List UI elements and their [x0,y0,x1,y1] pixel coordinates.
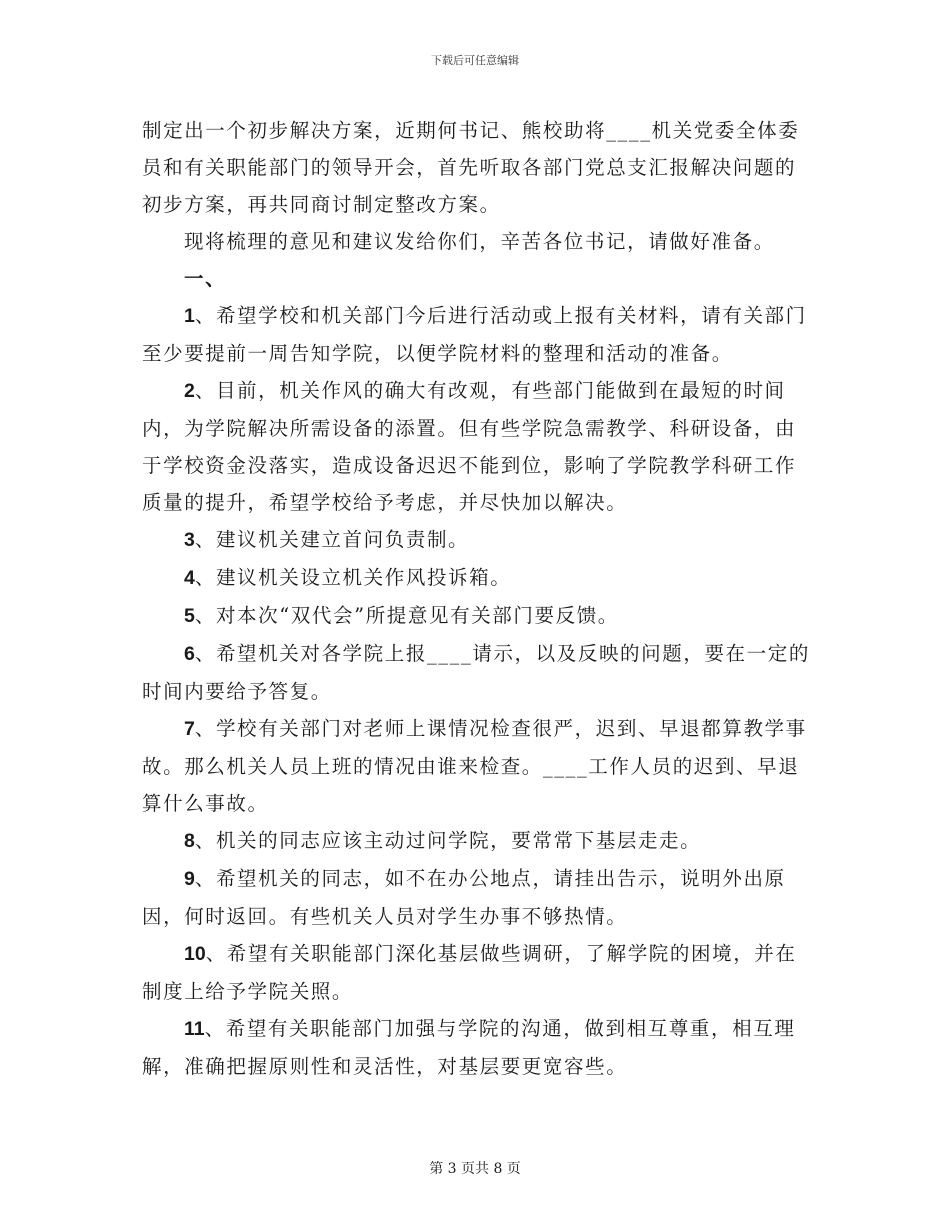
item-number: 6 [184,643,195,665]
item-text: 、建议机关设立机关作风投诉箱。 [194,566,512,589]
list-item [142,1010,814,1085]
item-number: 10 [184,943,206,965]
list-item [142,635,814,710]
item-text: 、学校有关部门对老师上课情况检查很严，迟到、早退都算教学事故。那么机关人员上班的情况由谁来检查。____工作人员的迟到、早退算什么事故。 [142,717,807,815]
list-item [142,935,814,1010]
item-text: 、希望机关的同志，如不在办公地点，请挂出告示，说明外出原因，何时返回。有些机关人员对学生办事不够热情。 [142,867,786,928]
list-item [142,597,814,635]
list-item [142,710,814,822]
item-number: 3 [184,529,195,551]
list-item [142,521,814,559]
item-text: 、机关的同志应该主动过问学院，要常常下基层走走。 [194,829,702,852]
paragraph: 制定出一个初步解决方案，近期何书记、熊校助将____机关党委全体委员和有关职能部门的领导开会，首先听取各部门党总支汇报解决问题的初步方案，再共同商讨制定整改方案。 [142,119,800,216]
list-item [142,559,814,597]
item-number: 1 [184,305,195,327]
item-text: 、希望有关职能部门深化基层做些调研，了解学院的困境，并在制度上给予学院关照。 [142,942,797,1003]
item-number: 5 [184,605,195,627]
list-item [142,297,814,372]
section-heading: 一、 [184,267,227,290]
item-number: 2 [184,380,195,402]
page-header: 下载后可任意编辑 [431,54,519,67]
list-item [142,372,814,521]
item-text: 、希望有关职能部门加强与学院的沟通，做到相互尊重，相互理解，准确把握原则性和灵活性，对基层要更宽容些。 [142,1017,796,1078]
item-text: 、建议机关建立首问负责制。 [194,528,470,551]
item-number: 9 [184,868,195,890]
paragraph: 现将梳理的意见和建议发给你们，辛苦各位书记，请做好准备。 [184,230,775,253]
document-body [142,112,814,1085]
item-number: 11 [184,1018,205,1040]
list-item [142,860,814,935]
item-number: 7 [184,718,195,740]
item-text: 、对本次“双代会”所提意见有关部门要反馈。 [194,604,619,627]
item-text: 、希望机关对各学院上报____请示，以及反映的问题，要在一定的时间内要给予答复。 [142,642,810,703]
list-item [142,822,814,860]
item-number: 4 [184,567,195,589]
item-text: 、目前，机关作风的确大有改观，有些部门能做到在最短的时间内，为学院解决所需设备的添置。但有些学院急需教学、科研设备，由于学校资金没落实，造成设备迟迟不能到位，影响了学院教学科研工作质量的提升，希望学校给予考虑，并尽快加以解决。 [142,379,797,514]
item-text: 、希望学校和机关部门今后进行活动或上报有关材料，请有关部门至少要提前一周告知学院，以便学院材料的整理和活动的准备。 [142,304,807,365]
item-number: 8 [184,830,195,852]
page-footer: 第 3 页共 8 页 [429,1161,521,1177]
